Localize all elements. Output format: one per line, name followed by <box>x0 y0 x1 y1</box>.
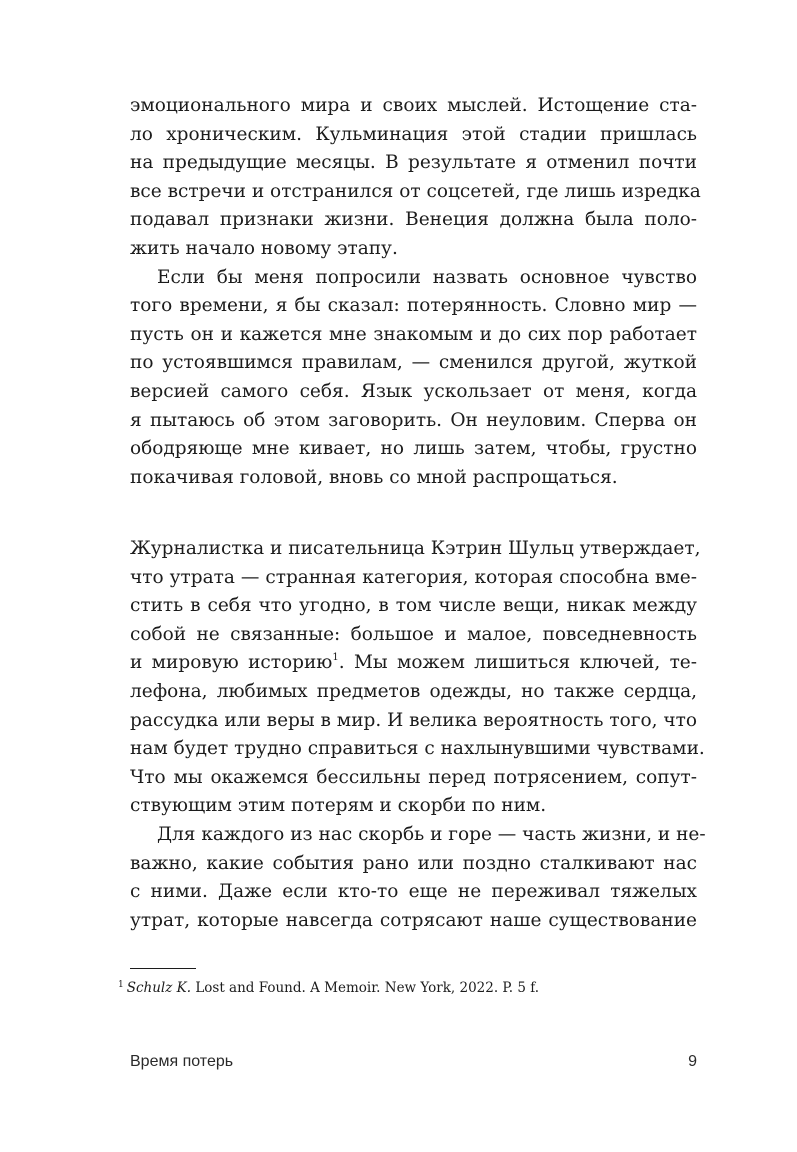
text-fragment: и мировую историю <box>130 652 333 674</box>
text-line: ободряюще мне кивает, но лишь затем, чтобы, грустно <box>130 438 697 460</box>
text-line: жить начало новому этапу. <box>130 237 398 259</box>
text-line: я пытаюсь об этом заговорить. Он неуловим. Сперва он <box>130 409 697 431</box>
text-line: покачивая головой, вновь со мной распрощаться. <box>130 466 618 488</box>
text-line: важно, какие события рано или поздно сталкивают нас <box>130 852 697 874</box>
text-line: версией самого себя. Язык ускользает от меня, когда <box>130 380 697 402</box>
text-fragment: . Мы можем лишиться ключей, те- <box>338 652 698 674</box>
text-line: лефона, любимых предметов одежды, но также сердца, <box>130 680 697 702</box>
text-line: подавал признаки жизни. Венеция должна была поло- <box>130 209 697 231</box>
footnote-author: Schulz K. <box>126 980 192 996</box>
text-line: эмоционального мира и своих мыслей. Истощение ста- <box>130 95 697 116</box>
text-line: с ними. Даже если кто-то еще не переживал тяжелых <box>130 881 697 903</box>
text-line: рассудка или веры в мир. И велика вероятность того, что <box>130 709 697 731</box>
running-title: Время потерь <box>130 1053 234 1070</box>
footnote-reference[interactable]: 1 <box>332 652 339 664</box>
text-line: на предыдущие месяцы. В результате я отменил почти <box>130 152 697 174</box>
page-number: 9 <box>688 1053 697 1070</box>
footnote <box>118 976 539 997</box>
text-line: все встречи и отстранился от соцсетей, где лишь изредка <box>130 180 701 202</box>
text-line: Что мы окажемся бессильны перед потрясением, сопут- <box>130 766 697 788</box>
text-line: собой не связанные: большое и малое, повседневность <box>130 623 697 645</box>
text-line: Если бы меня попросили назвать основное чувство <box>157 266 697 288</box>
text-line: утрат, которые навсегда сотрясают наше существование <box>130 909 697 931</box>
text-line: Журналистка и писательница Кэтрин Шульц утверждает, <box>130 538 701 559</box>
text-line: ствующим этим потерям и скорби по ним. <box>130 795 547 817</box>
text-line: пусть он и кажется мне знакомым и до сих пор работает <box>130 323 697 345</box>
text-line: Для каждого из нас скорбь и горе — часть жизни, и не- <box>157 823 706 845</box>
footnote-number: 1 <box>118 980 124 990</box>
text-block-top <box>130 92 701 492</box>
text-line: стить в себя что угодно, в том числе вещи, никак между <box>130 595 697 617</box>
text-line: по устоявшимся правилам, — сменился другой, жуткой <box>130 352 697 374</box>
footnote-divider <box>130 968 196 969</box>
text-line: того времени, я бы сказал: потерянность. Словно мир — <box>130 295 697 317</box>
text-line: нам будет трудно справиться с нахлынувшими чувствами. <box>130 738 705 760</box>
text-line: ло хроническим. Кульминация этой стадии пришлась <box>130 123 697 145</box>
text-block-bottom <box>130 535 706 935</box>
footnote-text: Lost and Found. A Memoir. New York, 2022. P. 5 f. <box>191 980 540 996</box>
text-line-with-footnote-ref <box>130 649 697 678</box>
text-line: что утрата — странная категория, которая способна вме- <box>130 566 697 588</box>
